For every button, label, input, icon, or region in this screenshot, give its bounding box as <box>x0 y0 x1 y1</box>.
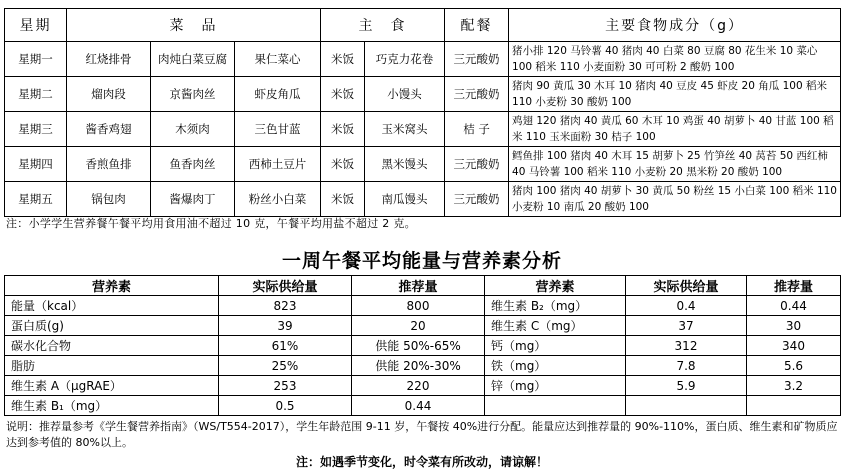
menu-side: 三元酸奶 <box>445 147 509 182</box>
nutrient-actual: 823 <box>219 296 352 316</box>
header-side: 配餐 <box>445 9 509 42</box>
menu-row <box>5 112 841 147</box>
menu-side: 三元酸奶 <box>445 42 509 77</box>
nutrient-recommended: 供能 50%-65% <box>352 336 485 356</box>
nutrient-recommended <box>747 396 841 416</box>
menu-staple-1: 米饭 <box>321 42 365 77</box>
nutrient-name: 蛋白质(g) <box>5 316 219 336</box>
nutrient-name: 维生素 B₂（mg） <box>485 296 626 316</box>
header-dishes: 菜 品 <box>67 9 321 42</box>
nutrient-actual: 25% <box>219 356 352 376</box>
nutrition-body <box>5 296 841 416</box>
menu-dish-1: 熘肉段 <box>67 77 151 112</box>
header-recommended-1: 推荐量 <box>352 276 485 296</box>
menu-ingredients: 鸡翅 120 猪肉 40 黄瓜 60 木耳 10 鸡蛋 40 胡萝卜 40 甘蓝 100 稻米 110 玉米面粉 30 桔子 100 <box>509 112 841 147</box>
nutrient-name: 钙（mg） <box>485 336 626 356</box>
menu-row <box>5 182 841 217</box>
nutrient-name <box>485 396 626 416</box>
header-nutrient-1: 营养素 <box>5 276 219 296</box>
menu-dish-1: 香煎鱼排 <box>67 147 151 182</box>
menu-dish-2: 木须肉 <box>151 112 235 147</box>
nutrient-recommended: 供能 20%-30% <box>352 356 485 376</box>
header-recommended-2: 推荐量 <box>747 276 841 296</box>
nutrient-recommended: 20 <box>352 316 485 336</box>
menu-staple-2: 南瓜馒头 <box>365 182 445 217</box>
menu-staple-2: 巧克力花卷 <box>365 42 445 77</box>
nutrient-recommended: 5.6 <box>747 356 841 376</box>
nutrient-actual: 5.9 <box>626 376 747 396</box>
menu-row <box>5 147 841 182</box>
nutrient-actual: 312 <box>626 336 747 356</box>
nutrient-name: 碳水化合物 <box>5 336 219 356</box>
nutrition-row <box>5 396 841 416</box>
menu-staple-1: 米饭 <box>321 112 365 147</box>
menu-dish-1: 锅包肉 <box>67 182 151 217</box>
bottom-note: 注：如遇季节变化，时令菜有所改动，请谅解！ <box>295 455 548 469</box>
nutrient-actual: 39 <box>219 316 352 336</box>
nutrition-row <box>5 356 841 376</box>
header-staple: 主 食 <box>321 9 445 42</box>
menu-ingredients: 鳕鱼排 100 猪肉 40 木耳 15 胡萝卜 25 竹笋丝 40 莴苔 50 西红柿 40 马铃薯 100 稻米 110 小麦粉 20 黑米粉 20 酸奶 100 <box>509 147 841 182</box>
nutrient-name: 维生素 B₁（mg） <box>5 396 219 416</box>
menu-dish-1: 红烧排骨 <box>67 42 151 77</box>
header-actual-1: 实际供给量 <box>219 276 352 296</box>
menu-day: 星期一 <box>5 42 67 77</box>
menu-dish-3: 西柿土豆片 <box>235 147 321 182</box>
menu-dish-3: 三色甘蓝 <box>235 112 321 147</box>
menu-ingredients: 猪小排 120 马铃薯 40 猪肉 40 白菜 80 豆腐 80 花生米 10 菜心 100 稻米 110 小麦面粉 30 可可粉 2 酸奶 100 <box>509 42 841 77</box>
menu-dish-2: 鱼香肉丝 <box>151 147 235 182</box>
nutrient-name: 锌（mg） <box>485 376 626 396</box>
nutrition-header-row <box>5 276 841 296</box>
menu-row <box>5 42 841 77</box>
nutrition-row <box>5 376 841 396</box>
nutrient-recommended: 30 <box>747 316 841 336</box>
nutrient-name: 能量（kcal） <box>5 296 219 316</box>
menu-side: 桔 子 <box>445 112 509 147</box>
nutrient-actual: 0.5 <box>219 396 352 416</box>
nutrition-table <box>4 275 841 416</box>
menu-ingredients: 猪肉 100 猪肉 40 胡萝卜 30 黄瓜 50 粉丝 15 小白菜 100 稻米 110 小麦粉 10 南瓜 20 酸奶 100 <box>509 182 841 217</box>
menu-staple-1: 米饭 <box>321 182 365 217</box>
header-ingredients: 主要食物成分（g） <box>509 9 841 42</box>
menu-ingredients: 猪肉 90 黄瓜 30 木耳 10 猪肉 40 豆皮 45 虾皮 20 角瓜 100 稻米 110 小麦粉 30 酸奶 100 <box>509 77 841 112</box>
menu-dish-3: 虾皮角瓜 <box>235 77 321 112</box>
header-day: 星期 <box>5 9 67 42</box>
menu-staple-2: 黑米馒头 <box>365 147 445 182</box>
menu-dish-3: 果仁菜心 <box>235 42 321 77</box>
nutrient-actual: 0.4 <box>626 296 747 316</box>
nutrient-recommended: 220 <box>352 376 485 396</box>
menu-dish-2: 酱爆肉丁 <box>151 182 235 217</box>
nutrient-name: 维生素 A（μgRAE） <box>5 376 219 396</box>
menu-body <box>5 42 841 217</box>
menu-dish-1: 酱香鸡翅 <box>67 112 151 147</box>
header-nutrient-2: 营养素 <box>485 276 626 296</box>
nutrition-note: 说明：推荐量参考《学生餐营养指南》（WS/T554-2017），学生年龄范围 9-11 岁，午餐按 40%进行分配。能量应达到推荐量的 90%-110%，蛋白质、维生素和矿物质应达到参考值的 80%以上。 <box>6 420 838 449</box>
menu-note: 注：小学学生营养餐午餐平均用食用油不超过 10 克，午餐平均用盐不超过 2 克。 <box>6 217 416 230</box>
nutrient-actual: 37 <box>626 316 747 336</box>
nutrition-row <box>5 316 841 336</box>
menu-dish-3: 粉丝小白菜 <box>235 182 321 217</box>
menu-day: 星期五 <box>5 182 67 217</box>
nutrient-recommended: 0.44 <box>747 296 841 316</box>
menu-side: 三元酸奶 <box>445 182 509 217</box>
nutrient-recommended: 340 <box>747 336 841 356</box>
menu-day: 星期三 <box>5 112 67 147</box>
header-actual-2: 实际供给量 <box>626 276 747 296</box>
nutrient-recommended: 3.2 <box>747 376 841 396</box>
menu-day: 星期四 <box>5 147 67 182</box>
nutrient-name: 维生素 C（mg） <box>485 316 626 336</box>
nutrient-actual <box>626 396 747 416</box>
menu-dish-2: 肉炖白菜豆腐 <box>151 42 235 77</box>
menu-staple-1: 米饭 <box>321 77 365 112</box>
menu-day: 星期二 <box>5 77 67 112</box>
nutrient-actual: 7.8 <box>626 356 747 376</box>
menu-side: 三元酸奶 <box>445 77 509 112</box>
nutrient-name: 脂肪 <box>5 356 219 376</box>
menu-dish-2: 京酱肉丝 <box>151 77 235 112</box>
nutrient-actual: 253 <box>219 376 352 396</box>
nutrient-recommended: 0.44 <box>352 396 485 416</box>
nutrient-recommended: 800 <box>352 296 485 316</box>
menu-header-row <box>5 9 841 42</box>
menu-staple-1: 米饭 <box>321 147 365 182</box>
menu-row <box>5 77 841 112</box>
nutrition-title: 一周午餐平均能量与营养素分析 <box>281 250 562 272</box>
menu-staple-2: 玉米窝头 <box>365 112 445 147</box>
nutrition-row <box>5 296 841 316</box>
nutrition-row <box>5 336 841 356</box>
weekly-menu-table <box>4 8 841 217</box>
nutrient-actual: 61% <box>219 336 352 356</box>
nutrient-name: 铁（mg） <box>485 356 626 376</box>
menu-staple-2: 小馒头 <box>365 77 445 112</box>
